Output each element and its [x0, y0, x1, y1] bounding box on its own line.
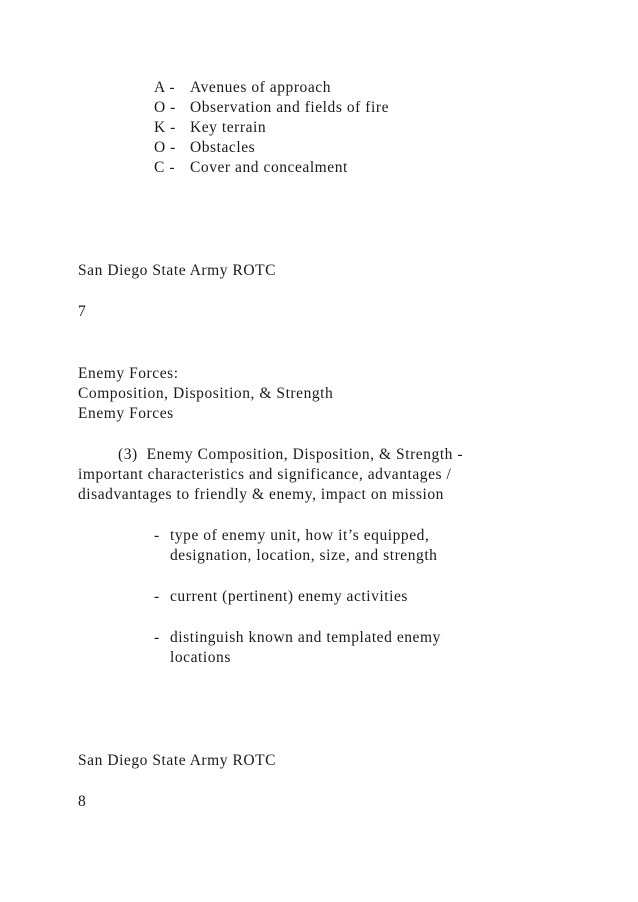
- bullet-dash: -: [154, 588, 160, 605]
- ocoka-letter: A -: [154, 79, 176, 96]
- bullet-dash: -: [154, 527, 160, 544]
- section-subheading: Composition, Disposition, & Strength: [78, 385, 334, 402]
- bullet-text: type of enemy unit, how it’s equipped,: [170, 527, 430, 544]
- footer-org: San Diego State Army ROTC: [78, 752, 277, 769]
- ocoka-letter: O -: [154, 99, 176, 116]
- ocoka-text: Avenues of approach: [190, 79, 331, 96]
- bullet-dash: -: [154, 629, 160, 646]
- ocoka-letter: K -: [154, 119, 176, 136]
- paragraph-line: important characteristics and significance, advantages /: [78, 466, 452, 483]
- paragraph-line: disadvantages to friendly & enemy, impact on mission: [78, 486, 444, 503]
- ocoka-letter: C -: [154, 159, 176, 176]
- page-number: 7: [78, 303, 87, 320]
- bullet-text: distinguish known and templated enemy: [170, 629, 441, 646]
- page-number: 8: [78, 793, 87, 810]
- section-heading: Enemy Forces:: [78, 365, 179, 382]
- ocoka-text: Cover and concealment: [190, 159, 348, 176]
- bullet-text: designation, location, size, and strength: [170, 547, 438, 564]
- bullet-text: current (pertinent) enemy activities: [170, 588, 408, 605]
- ocoka-letter: O -: [154, 139, 176, 156]
- footer-org: San Diego State Army ROTC: [78, 262, 277, 279]
- bullet-text: locations: [170, 649, 231, 666]
- section-label: Enemy Forces: [78, 405, 174, 422]
- ocoka-text: Key terrain: [190, 119, 267, 136]
- paragraph-line: (3) Enemy Composition, Disposition, & Strength -: [118, 446, 464, 463]
- ocoka-text: Obstacles: [190, 139, 256, 156]
- ocoka-text: Observation and fields of fire: [190, 99, 389, 116]
